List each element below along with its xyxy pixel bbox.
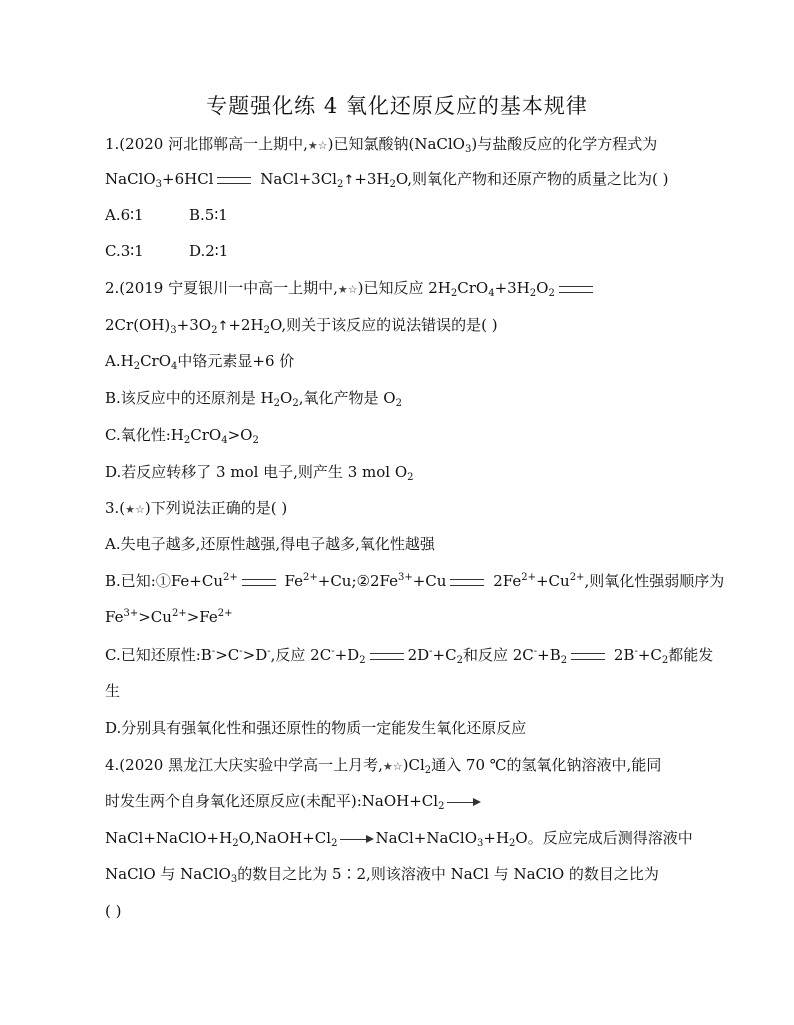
equals-sign-icon [559, 286, 593, 293]
reaction-arrow-icon [340, 839, 372, 840]
q2-line-1: 2.(2019 宁夏银川一中高一上期中,★☆)已知反应 $2H_2CrO_4+3H_2O_2$ [105, 278, 597, 300]
q2-line-2: $2Cr(OH)_3+3O_2↑+2H_2O$,则关于该反应的说法错误的是( ) [105, 316, 498, 336]
difficulty-star-icon: ★☆ [307, 139, 328, 152]
difficulty-star-icon: ★☆ [125, 503, 145, 516]
q3-option-c-cont: 生 [105, 682, 121, 700]
equals-sign-icon [370, 653, 404, 660]
q1-line-1: 1.(2020 河北邯郸高一上期中,★☆)已知氯酸钠(NaClO$_3$)与盐酸反应的化学方程式为 [105, 135, 658, 155]
q2-option-c[interactable]: C.氧化性$:H_2CrO_4>O_2$ [105, 426, 259, 446]
q4-answer-blank[interactable]: ( ) [105, 902, 122, 920]
equals-sign-icon [217, 177, 251, 184]
q1-text: 1.(2020 河北邯郸高一上期中, [105, 135, 308, 153]
difficulty-star-icon: ★☆ [337, 283, 358, 296]
q1-options-row-2 [105, 241, 228, 261]
q1-line-2: NaClO$_3$+6HCl $NaCl+3Cl_2↑+3H_2O$,则氧化产物和还原产物的质量之比为( ) [105, 170, 669, 190]
q3-option-b-cont: $Fe^{3+}>Cu^{2+}>Fe^{2+}$ [105, 608, 233, 626]
q3-option-c[interactable]: C.已知还原性:B->C->D-,反应 $2C^-+D_2$ $2D^-+C_2$和反应 $2C^-+B_2$ $2B^-+C_2$都能发 [105, 646, 714, 666]
q3-option-a[interactable]: A.失电子越多,还原性越强,得电子越多,氧化性越强 [105, 535, 435, 553]
q2-option-a[interactable]: $A.H_2CrO_4$中铬元素显+6 价 [105, 352, 295, 372]
equals-sign-icon [571, 653, 605, 660]
gas-up-arrow-icon: ↑ [217, 319, 229, 334]
q4-line-2: 时发生两个自身氧化还原反应(未配平)$:NaOH+Cl_2$ [105, 791, 482, 811]
gas-up-arrow-icon: ↑ [343, 173, 355, 188]
reaction-arrow-icon [447, 802, 479, 803]
q1-text: )已知氯酸钠(NaClO [327, 135, 465, 153]
q1-option-c[interactable]: C.3∶1 [105, 242, 144, 260]
q1-option-d[interactable]: D.2∶1 [189, 242, 229, 260]
q1-option-b[interactable]: B.5∶1 [189, 206, 228, 224]
q1-options-row-1 [105, 205, 228, 225]
q4-line-1: 4.(2020 黑龙江大庆实验中学高一上月考$,★☆)Cl_2$通入 70 ℃的氢氧化钠溶液中,能同 [105, 756, 662, 776]
equals-sign-icon [242, 579, 276, 586]
page-title: 专题强化练 4 氧化还原反应的基本规律 [206, 94, 588, 118]
q3-option-b[interactable]: B.已知$:①Fe+Cu^{2+}$ $Fe^{2+}+Cu;②2Fe^{3+}+Cu$ $2Fe^{2+}+Cu^{2+}$,则氧化性强弱顺序为 [105, 572, 725, 590]
q4-line-4: NaClO 与 NaClO$_3$的数目之比为 5∶2,则该溶液中 NaCl 与 NaClO 的数目之比为 [105, 865, 659, 885]
equals-sign-icon [450, 579, 484, 586]
q4-line-3: $NaCl+NaClO+H_2O,NaOH+Cl_2$ $NaCl+NaClO_3+H_2O$。反应完成后测得溶液中 [105, 829, 693, 849]
q2-option-b[interactable]: B.该反应中的还原剂是 $H_2O_2$,氧化产物是 $O_2$ [105, 389, 402, 409]
q1-text: )与盐酸反应的化学方程式为 [471, 135, 658, 153]
q3-option-d[interactable]: D.分别具有强氧化性和强还原性的物质一定能发生氧化还原反应 [105, 719, 527, 737]
q1-option-a[interactable]: A.6∶1 [105, 206, 144, 224]
q2-option-d[interactable]: D.若反应转移了 3 mol 电子,则产生 3 mol $O_2$ [105, 463, 414, 483]
q3-line-1: 3.(★☆)下列说法正确的是( ) [105, 498, 287, 520]
difficulty-star-icon: ★☆ [382, 760, 403, 773]
